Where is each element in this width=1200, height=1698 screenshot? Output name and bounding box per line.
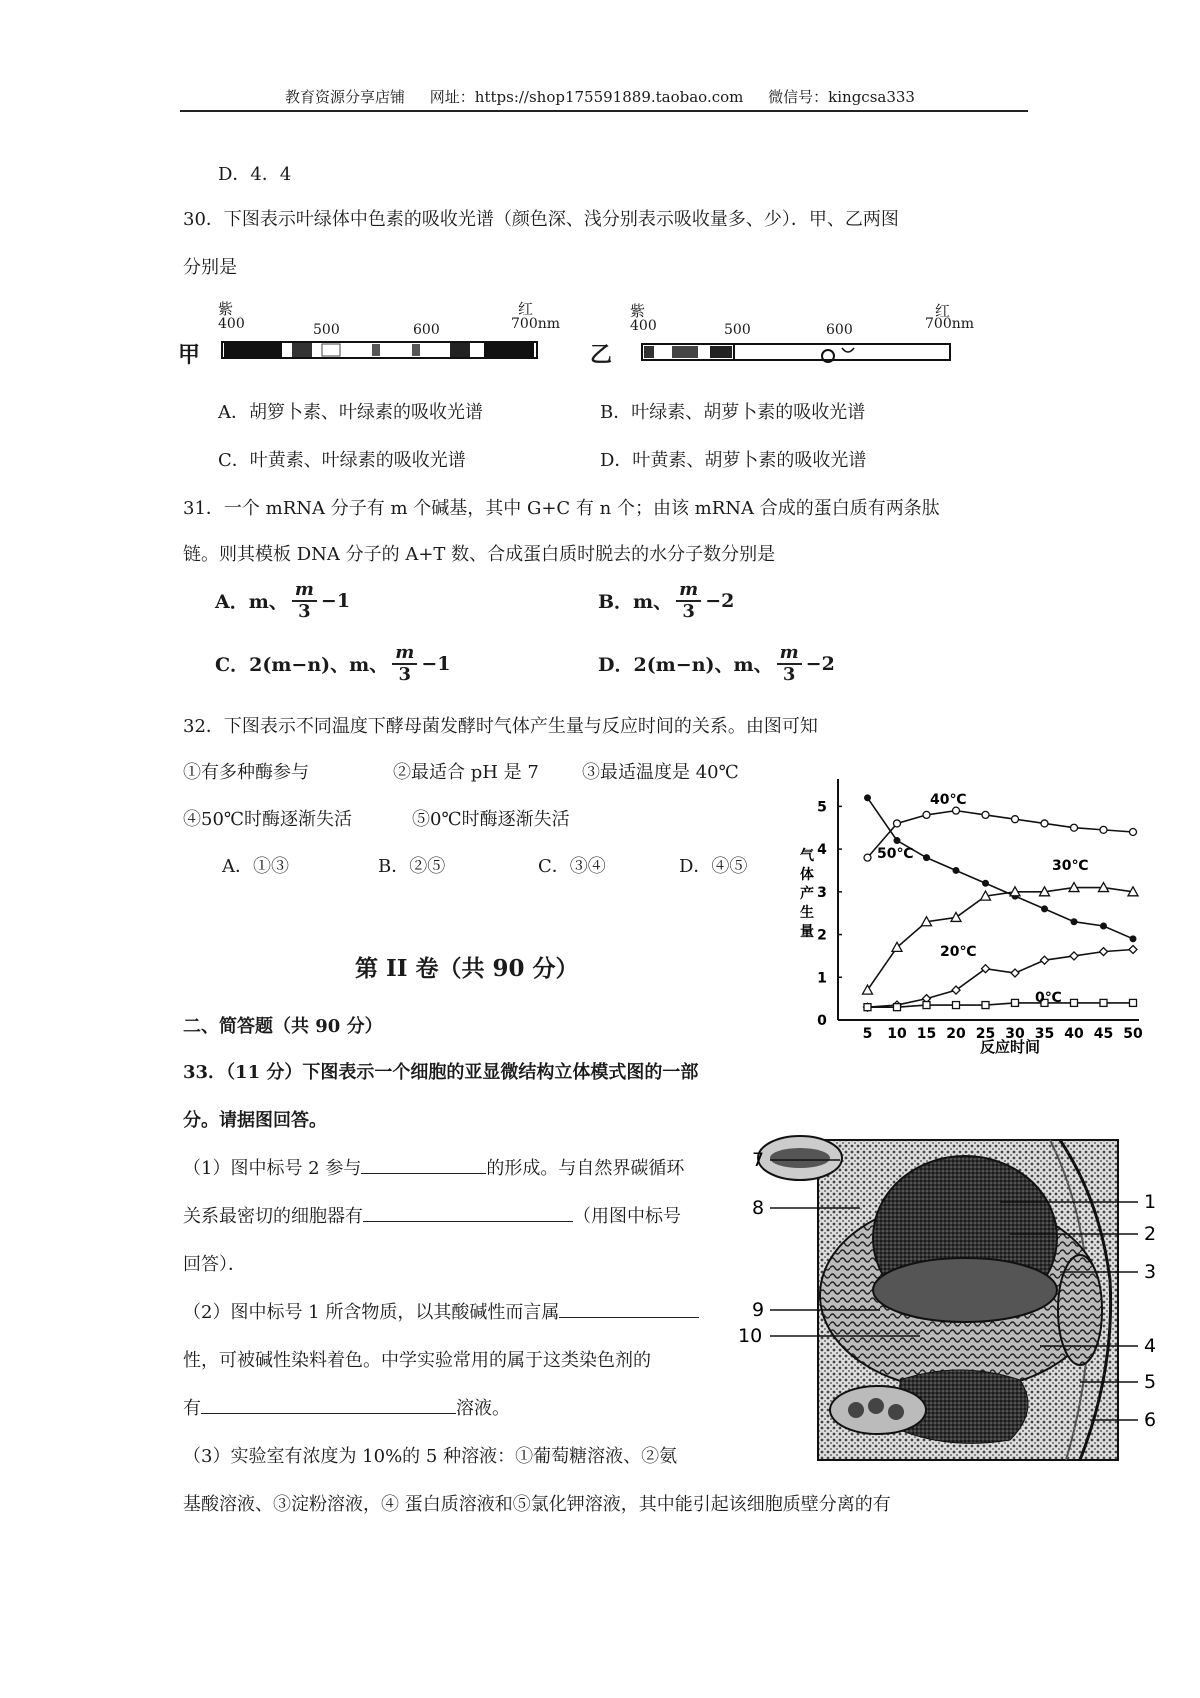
chart-y-tick-label: 4 [817, 842, 827, 859]
chart-point [1012, 999, 1019, 1006]
chart-point [953, 867, 960, 874]
chart-point [982, 880, 989, 887]
chart-point [1129, 946, 1137, 954]
chart-y-tick-label: 5 [817, 799, 827, 816]
chart-point [1130, 829, 1137, 836]
fraction [392, 643, 417, 685]
answer-blank[interactable] [559, 1299, 699, 1318]
spectrum-jia-bar [222, 340, 537, 360]
q32-option-b: B．②⑤ [378, 856, 446, 877]
chart-point [953, 1002, 960, 1009]
answer-blank[interactable] [363, 1203, 573, 1222]
cell-label-8: 8 [752, 1197, 765, 1219]
chart-point [953, 807, 960, 814]
chart-point [863, 985, 873, 994]
spectrum-yi-label: 乙 [590, 342, 613, 368]
fraction-denominator: 3 [398, 663, 412, 685]
chart-point [1071, 999, 1078, 1006]
q30-option-a: A．胡箩卜素、叶绿素的吸收光谱 [218, 402, 483, 423]
page-header [0, 86, 1200, 107]
chart-point [894, 1004, 901, 1011]
chart-point [951, 912, 961, 921]
cell-diagram [738, 1120, 1180, 1460]
q31-stem-line1: 31．一个 mRNA 分子有 m 个碱基，其中 G+C 有 n 个；由该 mRNA 合成的蛋白质有两条肽 [183, 498, 940, 519]
chart-point [894, 837, 901, 844]
chart-x-tick-label: 5 [862, 1026, 873, 1042]
chart-point [982, 811, 989, 818]
chart-point [1070, 952, 1078, 960]
chart-ylabel: 气体产生量 [800, 848, 814, 940]
chart-x-tick-label: 10 [887, 1026, 907, 1042]
header-rule [180, 110, 1028, 112]
q32-statement-3: ③最适温度是 40℃ [582, 762, 739, 783]
chart-x-tick-label: 45 [1093, 1026, 1114, 1042]
chart-point [1100, 923, 1107, 930]
q33-stem-line1: 33．（11 分）下图表示一个细胞的亚显微结构立体模式图的一部 [183, 1062, 699, 1083]
fraction-denominator: 3 [682, 600, 695, 622]
q33-p2-line2: 性，可被碱性染料着色。中学实验常用的属于这类染色剂的 [183, 1350, 651, 1371]
q33-p1-line3: 回答）． [183, 1254, 246, 1275]
q30-stem-line2: 分别是 [183, 257, 237, 278]
chart-x-tick-label: 50 [1123, 1026, 1143, 1042]
spectrum-yi-tick: 600 [826, 322, 853, 338]
q33-stem-line2: 分。请据图回答。 [183, 1110, 327, 1131]
cell-label-1: 1 [1144, 1191, 1157, 1213]
q30-stem-line1: 30．下图表示叶绿体中色素的吸收光谱（颜色深、浅分别表示吸收量多、少）．甲、乙两图 [183, 209, 899, 230]
spectrum-yi-tick: 700nm [925, 316, 975, 332]
fraction-numerator: m [292, 580, 317, 602]
spectrum-jia-tick: 400 [218, 316, 245, 332]
chart-x-tick-label: 25 [975, 1026, 996, 1042]
cell-label-10: 10 [738, 1325, 763, 1347]
chart-point [1071, 824, 1078, 831]
spectrum-yi-red: 红 [935, 302, 951, 320]
chart-point [1041, 820, 1048, 827]
q33-p1-text-b: 的形成。与自然界碳循环 [486, 1158, 685, 1179]
chart-series-label: 40℃ [930, 792, 967, 808]
chart-series-line [868, 798, 1134, 939]
chart-point [894, 820, 901, 827]
chart-point [1041, 905, 1048, 912]
header-url: 网址：https://shop175591889.taobao.com [429, 88, 744, 106]
q31-stem-line2: 链。则其模板 DNA 分子的 A+T 数、合成蛋白质时脱去的水分子数分别是 [183, 544, 776, 565]
chart-point [1100, 999, 1107, 1006]
q33-p1-text-c: 关系最密切的细胞器有 [183, 1206, 363, 1227]
q31-option-b [598, 580, 734, 622]
q33-p3-line1: （3）实验室有浓度为 10%的 5 种溶液：①葡萄糖溶液、②氨 [183, 1446, 678, 1467]
chart-point [1011, 969, 1019, 977]
spectrum-yi-violet: 紫 [630, 302, 646, 320]
chart-point [982, 1002, 989, 1009]
chart-series-label: 30℃ [1052, 858, 1089, 874]
prev-option-d: D．4．4 [218, 164, 292, 185]
q30-option-b: B．叶绿素、胡萝卜素的吸收光谱 [600, 402, 866, 423]
chart-series-label: 0℃ [1035, 990, 1062, 1006]
spectrum-yi-tick: 400 [630, 318, 657, 334]
chart-x-tick-label: 35 [1034, 1026, 1055, 1042]
chart-y-tick-label: 2 [817, 927, 827, 944]
chart-point [923, 854, 930, 861]
q31-option-d [598, 643, 835, 685]
q31-option-c-prefix: C．2(m−n)、m、 [215, 654, 389, 677]
chart-point [864, 854, 871, 861]
chart-point [1100, 948, 1108, 956]
volume-title: 第 II 卷（共 90 分） [355, 955, 579, 982]
fraction [292, 580, 317, 622]
chart-series-line [868, 888, 1134, 991]
q32-statement-4: ④50℃时酶逐渐失活 [183, 809, 353, 830]
chart-point [1100, 826, 1107, 833]
q33-p2-line3 [183, 1394, 510, 1420]
chart-point [1130, 999, 1137, 1006]
q33-p2-line1 [183, 1298, 699, 1324]
chart-series-line [868, 950, 1134, 1008]
chart-point [1041, 956, 1049, 964]
q31-option-b-suffix: −2 [705, 589, 735, 612]
spectrum-jia-label: 甲 [178, 342, 201, 368]
fraction-numerator: m [676, 580, 701, 602]
q31-option-c [215, 643, 450, 685]
chart-point [923, 811, 930, 818]
q31-option-d-prefix: D．2(m−n)、m、 [598, 654, 773, 677]
q32-statement-1: ①有多种酶参与 [183, 762, 309, 783]
q32-option-c: C．③④ [538, 856, 606, 877]
q33-p3-line2: 基酸溶液、③淀粉溶液，④ 蛋白质溶液和⑤氯化钾溶液，其中能引起该细胞质壁分离的有 [183, 1494, 891, 1515]
fraction [777, 643, 802, 685]
cell-label-9: 9 [752, 1299, 765, 1321]
q32-statement-2: ②最适合 pH 是 7 [393, 762, 539, 783]
spectrum-jia-violet: 紫 [218, 300, 234, 318]
q32-option-a: A．①③ [222, 856, 289, 877]
chart-series-label: 20℃ [940, 944, 977, 960]
header-wechat: 微信号：kingcsa333 [768, 88, 915, 106]
chart-y-tick-label: 3 [817, 884, 827, 901]
chart-point [864, 794, 871, 801]
chart-series-label: 50℃ [877, 846, 914, 862]
cell-label-7: 7 [752, 1149, 765, 1171]
q31-option-c-suffix: −1 [421, 652, 451, 675]
chart-x-tick-label: 30 [1005, 1026, 1025, 1042]
fraction [676, 580, 701, 622]
chart-x-tick-label: 20 [946, 1026, 966, 1042]
q33-p2-text-a: （2）图中标号 1 所含物质，以其酸碱性而言属 [183, 1302, 560, 1323]
spectrum-yi-bar [642, 340, 952, 364]
q31-option-d-suffix: −2 [805, 652, 835, 675]
spectrum-jia-tick: 500 [313, 322, 340, 338]
q30-option-d: D．叶黄素、胡萝卜素的吸收光谱 [600, 450, 867, 471]
q31-option-b-prefix: B．m、 [598, 591, 673, 614]
spectrum-yi [590, 298, 990, 368]
q31-option-a-prefix: A．m、 [215, 591, 288, 614]
q33-p1-text-a: （1）图中标号 2 参与 [183, 1158, 362, 1179]
chart-point [864, 1004, 871, 1011]
chart-x-tick-label: 15 [916, 1026, 937, 1042]
nucleus-base [873, 1258, 1057, 1322]
fraction-denominator: 3 [782, 663, 796, 685]
cell-label-2: 2 [1144, 1223, 1157, 1245]
spectrum-jia-tick: 700nm [511, 316, 561, 332]
chart-point [1012, 816, 1019, 823]
cell-label-4: 4 [1144, 1335, 1157, 1357]
q33-p2-text-b: 有 [183, 1398, 201, 1419]
q31-option-a [215, 580, 350, 622]
spectrum-jia-tick: 600 [413, 322, 440, 338]
answer-blank[interactable] [201, 1395, 456, 1414]
q32-statement-5: ⑤0℃时酶逐渐失活 [412, 809, 570, 830]
q30-option-c: C．叶黄素、叶绿素的吸收光谱 [218, 450, 466, 471]
part-title: 二、简答题（共 90 分） [183, 1016, 383, 1037]
chart-point [1130, 935, 1137, 942]
spectrum-jia-red: 红 [518, 300, 534, 318]
q33-p1-text-d: （用图中标号 [573, 1206, 681, 1227]
chart-point [1071, 918, 1078, 925]
q33-p2-text-c: 溶液。 [456, 1398, 510, 1419]
q33-p1-line2 [183, 1202, 681, 1228]
cell-label-3: 3 [1144, 1261, 1157, 1283]
chart-xlabel: 反应时间 [979, 1038, 1041, 1056]
chart-y-tick-label: 1 [817, 970, 827, 987]
chart-x-tick-label: 40 [1064, 1026, 1084, 1042]
cell-label-5: 5 [1144, 1371, 1157, 1393]
fraction-numerator: m [777, 643, 802, 665]
spectrum-yi-tick: 500 [724, 322, 751, 338]
chart-point [923, 1002, 930, 1009]
spectrum-jia [178, 298, 568, 368]
fraction-denominator: 3 [298, 600, 311, 622]
q33-p1-line1 [183, 1154, 684, 1180]
q32-option-d: D．④⑤ [679, 856, 748, 877]
cell-label-6: 6 [1144, 1409, 1157, 1431]
gas-production-chart [790, 770, 1160, 1060]
q32-stem: 32．下图表示不同温度下酵母菌发酵时气体产生量与反应时间的关系。由图可知 [183, 716, 818, 737]
q31-option-a-suffix: −1 [320, 589, 351, 612]
answer-blank[interactable] [361, 1155, 486, 1174]
header-shop: 教育资源分享店铺 [285, 88, 406, 106]
fraction-numerator: m [392, 643, 417, 665]
chart-y-tick-label: 0 [817, 1013, 827, 1029]
